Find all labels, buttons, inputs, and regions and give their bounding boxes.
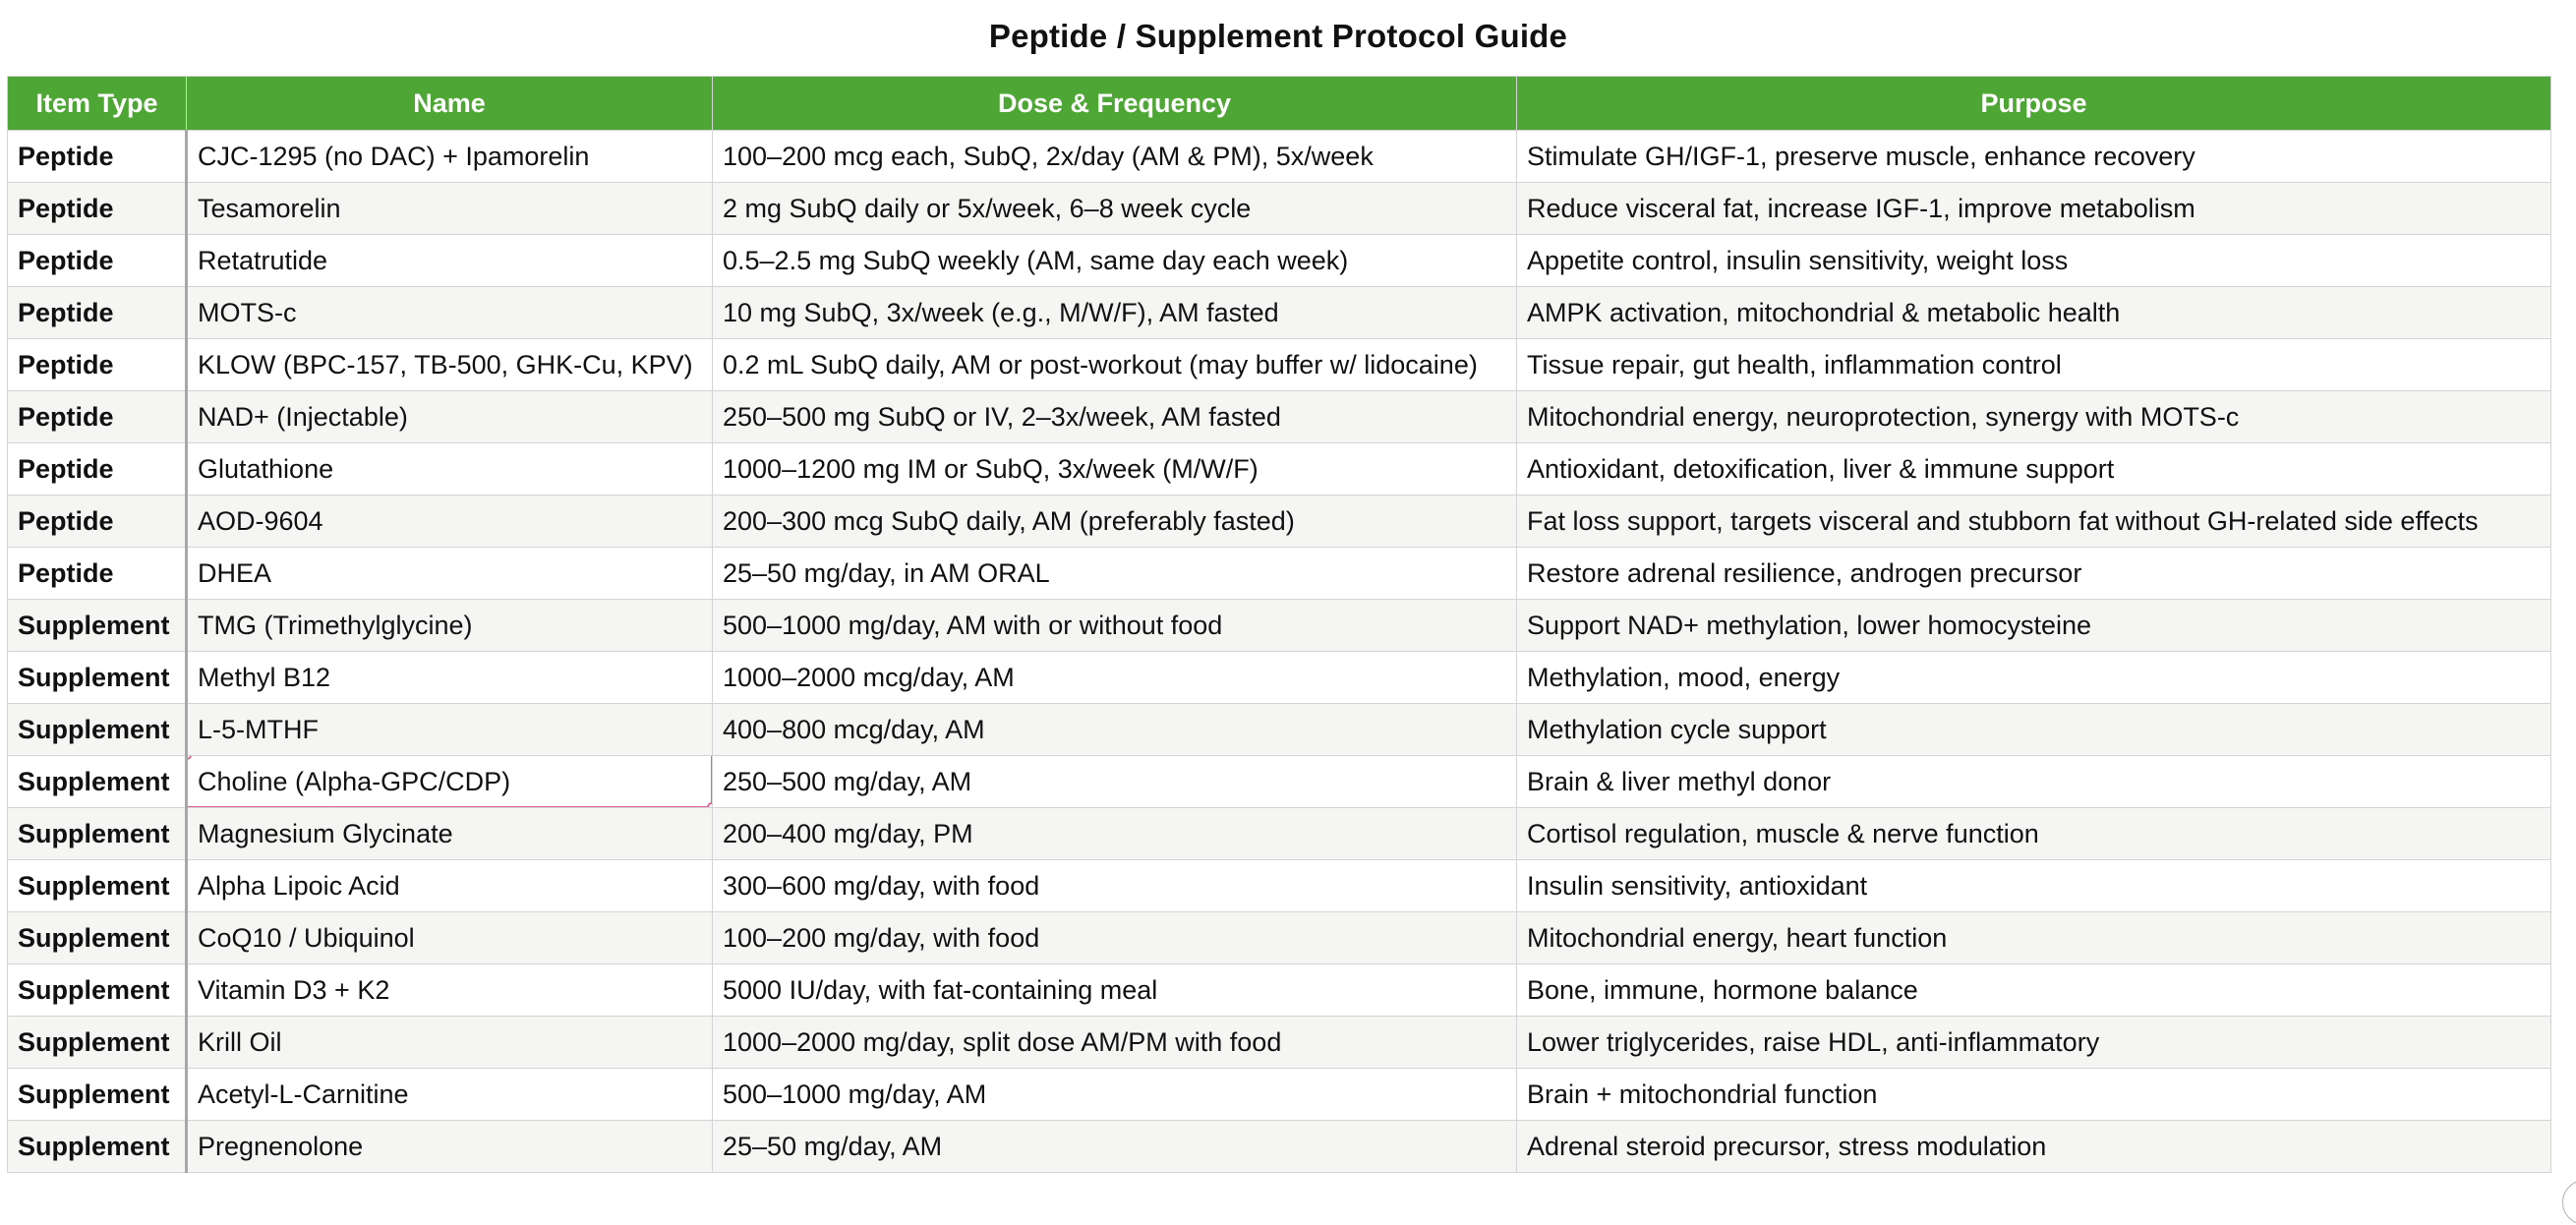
cell-purpose[interactable]: Stimulate GH/IGF-1, preserve muscle, enhance recovery <box>1517 131 2551 183</box>
cell-purpose[interactable]: Reduce visceral fat, increase IGF-1, improve metabolism <box>1517 183 2551 235</box>
cell-item-type[interactable]: Peptide <box>8 183 187 235</box>
header-dose-frequency[interactable]: Dose & Frequency <box>713 77 1517 131</box>
cell-item-type[interactable]: Supplement <box>8 860 187 912</box>
cell-purpose[interactable]: Support NAD+ methylation, lower homocysteine <box>1517 600 2551 652</box>
cell-name[interactable]: Tesamorelin <box>187 183 713 235</box>
table-row <box>8 391 2551 443</box>
table-row <box>8 964 2551 1017</box>
cell-dose-frequency[interactable]: 100–200 mg/day, with food <box>713 912 1517 964</box>
cell-dose-frequency[interactable]: 200–300 mcg SubQ daily, AM (preferably fasted) <box>713 496 1517 548</box>
cell-dose-frequency[interactable]: 1000–1200 mg IM or SubQ, 3x/week (M/W/F) <box>713 443 1517 496</box>
cell-name[interactable]: NAD+ (Injectable) <box>187 391 713 443</box>
cell-dose-frequency[interactable]: 1000–2000 mg/day, split dose AM/PM with food <box>713 1017 1517 1069</box>
header-name[interactable]: Name <box>187 77 713 131</box>
cell-purpose[interactable]: Appetite control, insulin sensitivity, weight loss <box>1517 235 2551 287</box>
cell-dose-frequency[interactable]: 25–50 mg/day, in AM ORAL <box>713 548 1517 600</box>
cell-name[interactable]: AOD-9604 <box>187 496 713 548</box>
cell-name[interactable]: Acetyl-L-Carnitine <box>187 1069 713 1121</box>
cell-name[interactable]: TMG (Trimethylglycine) <box>187 600 713 652</box>
cell-name[interactable]: Magnesium Glycinate <box>187 808 713 860</box>
cell-name[interactable]: Pregnenolone <box>187 1121 713 1173</box>
cell-dose-frequency[interactable]: 250–500 mg SubQ or IV, 2–3x/week, AM fasted <box>713 391 1517 443</box>
table-row <box>8 1017 2551 1069</box>
selection-handle-icon[interactable] <box>707 802 713 808</box>
header-item-type[interactable]: Item Type <box>8 77 187 131</box>
table-row <box>8 1069 2551 1121</box>
table-row <box>8 131 2551 183</box>
page-title: Peptide / Supplement Protocol Guide <box>988 18 1568 54</box>
cell-dose-frequency[interactable]: 300–600 mg/day, with food <box>713 860 1517 912</box>
header-purpose[interactable]: Purpose <box>1517 77 2551 131</box>
cell-dose-frequency[interactable]: 2 mg SubQ daily or 5x/week, 6–8 week cycle <box>713 183 1517 235</box>
cell-purpose[interactable]: Bone, immune, hormone balance <box>1517 964 2551 1017</box>
table-body <box>8 131 2551 1173</box>
cell-item-type[interactable]: Peptide <box>8 339 187 391</box>
cell-item-type[interactable]: Supplement <box>8 756 187 808</box>
table-row <box>8 287 2551 339</box>
cell-item-type[interactable]: Peptide <box>8 443 187 496</box>
cell-purpose[interactable]: Cortisol regulation, muscle & nerve function <box>1517 808 2551 860</box>
cell-purpose[interactable]: Brain & liver methyl donor <box>1517 756 2551 808</box>
table-row <box>8 235 2551 287</box>
cell-item-type[interactable]: Supplement <box>8 1069 187 1121</box>
cell-purpose[interactable]: AMPK activation, mitochondrial & metabolic health <box>1517 287 2551 339</box>
table-row <box>8 339 2551 391</box>
cell-dose-frequency[interactable]: 0.5–2.5 mg SubQ weekly (AM, same day each week) <box>713 235 1517 287</box>
cell-name-selected[interactable] <box>187 756 713 808</box>
cell-item-type[interactable]: Peptide <box>8 287 187 339</box>
cell-purpose[interactable]: Adrenal steroid precursor, stress modulation <box>1517 1121 2551 1173</box>
cell-item-type[interactable]: Supplement <box>8 1121 187 1173</box>
cell-dose-frequency[interactable]: 5000 IU/day, with fat-containing meal <box>713 964 1517 1017</box>
cell-item-type[interactable]: Supplement <box>8 600 187 652</box>
cell-item-type[interactable]: Supplement <box>8 704 187 756</box>
cell-name[interactable]: MOTS-c <box>187 287 713 339</box>
cell-dose-frequency[interactable]: 0.2 mL SubQ daily, AM or post-workout (may buffer w/ lidocaine) <box>713 339 1517 391</box>
cell-name[interactable]: Krill Oil <box>187 1017 713 1069</box>
cell-item-type[interactable]: Supplement <box>8 912 187 964</box>
cell-name[interactable]: Glutathione <box>187 443 713 496</box>
table-row <box>8 912 2551 964</box>
cell-name[interactable]: DHEA <box>187 548 713 600</box>
table-row <box>8 1121 2551 1173</box>
table-row <box>8 808 2551 860</box>
cell-purpose[interactable]: Tissue repair, gut health, inflammation control <box>1517 339 2551 391</box>
cell-item-type[interactable]: Peptide <box>8 235 187 287</box>
cell-dose-frequency[interactable]: 1000–2000 mcg/day, AM <box>713 652 1517 704</box>
table-row <box>8 756 2551 808</box>
table-row <box>8 496 2551 548</box>
cell-item-type[interactable]: Supplement <box>8 964 187 1017</box>
table-row <box>8 548 2551 600</box>
cell-name[interactable]: Alpha Lipoic Acid <box>187 860 713 912</box>
cell-text: Choline (Alpha-GPC/CDP) <box>198 766 511 796</box>
cell-dose-frequency[interactable]: 25–50 mg/day, AM <box>713 1121 1517 1173</box>
cell-purpose[interactable]: Mitochondrial energy, heart function <box>1517 912 2551 964</box>
cell-purpose[interactable]: Insulin sensitivity, antioxidant <box>1517 860 2551 912</box>
table-row <box>8 704 2551 756</box>
cell-dose-frequency[interactable]: 200–400 mg/day, PM <box>713 808 1517 860</box>
cell-purpose[interactable]: Lower triglycerides, raise HDL, anti-inflammatory <box>1517 1017 2551 1069</box>
cell-purpose[interactable]: Methylation, mood, energy <box>1517 652 2551 704</box>
cell-purpose[interactable]: Restore adrenal resilience, androgen precursor <box>1517 548 2551 600</box>
cell-dose-frequency[interactable]: 250–500 mg/day, AM <box>713 756 1517 808</box>
cell-item-type[interactable]: Peptide <box>8 131 187 183</box>
selection-handle-icon[interactable] <box>187 756 193 761</box>
cell-item-type[interactable]: Supplement <box>8 808 187 860</box>
cell-name[interactable]: Methyl B12 <box>187 652 713 704</box>
cell-name[interactable]: Vitamin D3 + K2 <box>187 964 713 1017</box>
cell-name[interactable]: CoQ10 / Ubiquinol <box>187 912 713 964</box>
cell-item-type[interactable]: Peptide <box>8 548 187 600</box>
cell-name[interactable]: Retatrutide <box>187 235 713 287</box>
cell-name[interactable]: L-5-MTHF <box>187 704 713 756</box>
table-row <box>8 600 2551 652</box>
cell-dose-frequency[interactable]: 500–1000 mg/day, AM with or without food <box>713 600 1517 652</box>
cell-item-type[interactable]: Supplement <box>8 652 187 704</box>
cell-purpose[interactable]: Mitochondrial energy, neuroprotection, synergy with MOTS-c <box>1517 391 2551 443</box>
table-row <box>8 183 2551 235</box>
table-row <box>8 652 2551 704</box>
table-row <box>8 443 2551 496</box>
cell-item-type[interactable]: Peptide <box>8 391 187 443</box>
cell-purpose[interactable]: Methylation cycle support <box>1517 704 2551 756</box>
cell-name[interactable]: CJC-1295 (no DAC) + Ipamorelin <box>187 131 713 183</box>
cell-dose-frequency[interactable]: 100–200 mcg each, SubQ, 2x/day (AM & PM), 5x/week <box>713 131 1517 183</box>
cell-purpose[interactable]: Brain + mitochondrial function <box>1517 1069 2551 1121</box>
cell-dose-frequency[interactable]: 400–800 mcg/day, AM <box>713 704 1517 756</box>
cell-purpose[interactable]: Antioxidant, detoxification, liver & immune support <box>1517 443 2551 496</box>
cell-item-type[interactable]: Peptide <box>8 496 187 548</box>
cell-purpose[interactable]: Fat loss support, targets visceral and stubborn fat without GH-related side effects <box>1517 496 2551 548</box>
cell-name[interactable]: KLOW (BPC-157, TB-500, GHK-Cu, KPV) <box>187 339 713 391</box>
header-row <box>8 77 2551 131</box>
corner-control-icon[interactable] <box>2562 1180 2576 1225</box>
protocol-table <box>7 76 2551 1173</box>
table-row <box>8 860 2551 912</box>
cell-item-type[interactable]: Supplement <box>8 1017 187 1069</box>
cell-dose-frequency[interactable]: 500–1000 mg/day, AM <box>713 1069 1517 1121</box>
cell-dose-frequency[interactable]: 10 mg SubQ, 3x/week (e.g., M/W/F), AM fasted <box>713 287 1517 339</box>
